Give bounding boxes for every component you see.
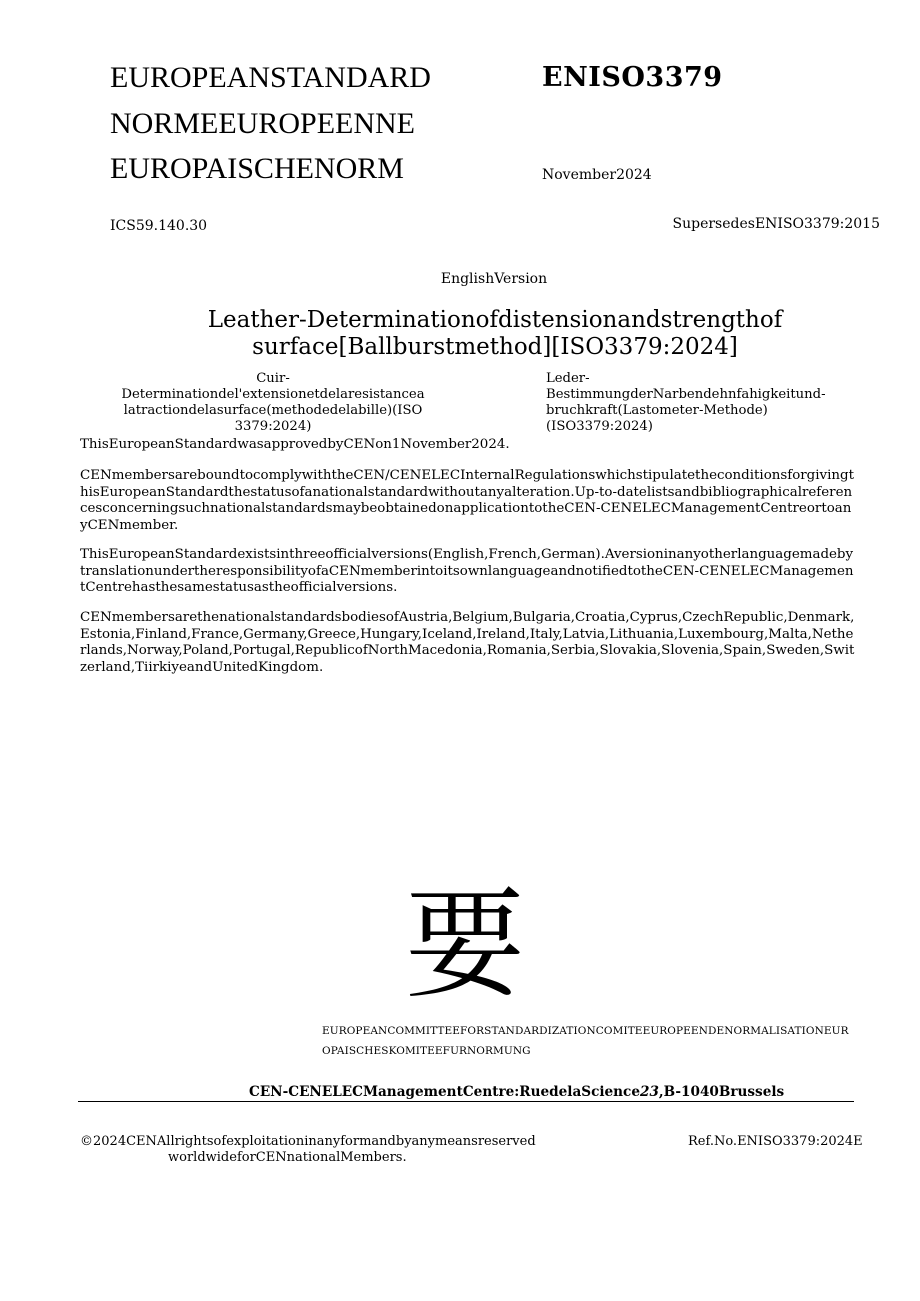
address-number: 23 bbox=[639, 1084, 659, 1100]
supersedes: SupersedesENISO3379:2015 bbox=[672, 216, 880, 232]
title-french: Cuir-Determinationdel'extensionetdelaresistancea latractiondelasurface(methodedelabille)(ISO 3379:2024) bbox=[121, 371, 425, 434]
versions-paragraph: ThisEuropeanStandardexistsinthreeofficialversions(English,French,German).AversioninanyotherlanguagemadebytranslationundertheresponsibilityofaCENmemberintoitsownlanguageandnotifiedtotheCEN-CENELECManagementCentrehasthesamestatusastheofficialversions. bbox=[80, 547, 854, 595]
publication-date: November2024 bbox=[542, 167, 652, 183]
address-suffix: ,B-1040Brussels bbox=[658, 1084, 785, 1100]
reference-number: Ref.No.ENISO3379:2024E bbox=[688, 1134, 863, 1149]
document-title: Leather-Determinationofdistensionandstrengthof surface[Ballburstmethod][ISO3379:2024] bbox=[207, 307, 783, 360]
ics-code: ICS59.140.30 bbox=[110, 218, 208, 234]
standard-number: ENISO3379 bbox=[542, 62, 723, 93]
copyright-line-2: worldwideforCENnationalMembers. bbox=[168, 1150, 407, 1165]
management-centre-address bbox=[247, 1084, 786, 1100]
logo-glyph: 要 bbox=[405, 876, 525, 1015]
address-rule bbox=[78, 1101, 854, 1102]
committee-names: EUROPEANCOMMITTEEFORSTANDARDIZATIONCOMITEEUROPEENDENORMALISATIONEUROPAISCHESKOMITEEFURNORMUNG bbox=[322, 1025, 849, 1057]
language-version: EnglishVersion bbox=[440, 271, 548, 287]
address-prefix: CEN-CENELECManagementCentre:RuedelaScience bbox=[249, 1084, 640, 1100]
header-line-english: EUROPEANSTANDARD bbox=[110, 61, 431, 94]
copyright-line-1: ©2024CENAllrightsofexploitationinanyformandbyanymeansreserved bbox=[80, 1134, 536, 1149]
header-line-german: EUROPAISCHENORM bbox=[110, 152, 404, 185]
members-paragraph: CENmembersarethenationalstandardsbodiesofAustria,Belgium,Bulgaria,Croatia,Cyprus,CzechRepublic,Denmark,Estonia,Finland,France,Germany,Greece,Hungary,Iceland,Ireland,Italy,Latvia,Lithuania,Luxembourg,Malta,Netherlands,Norway,Poland,Portugal,RepublicofNorthMacedonia,Romania,Serbia,Slovakia,Slovenia,Spain,Sweden,Switzerland,TiirkiyeandUnitedKingdom. bbox=[80, 610, 855, 675]
regulations-paragraph: CENmembersareboundtocomplywiththeCEN/CENELECInternalRegulationswhichstipulatetheconditionsforgivingthisEuropeanStandardthestatusofanationalstandardwithoutanyalteration.Up-to-datelistsandbibliographicalreferencesconcerningsuchnationalstandardsmaybeobtainedonapplicationtotheCEN-CENELECManagementCentreortoanyCENmember. bbox=[80, 468, 854, 533]
title-german: Leder-BestimmungderNarbendehnfahigkeitund- bruchkraft(Lastometer-Methode)(ISO3379:2024) bbox=[546, 371, 826, 434]
header-line-french: NORMEEUROPEENNE bbox=[110, 107, 415, 140]
approval-paragraph: ThisEuropeanStandardwasapprovedbyCENon1November2024. bbox=[80, 437, 510, 452]
